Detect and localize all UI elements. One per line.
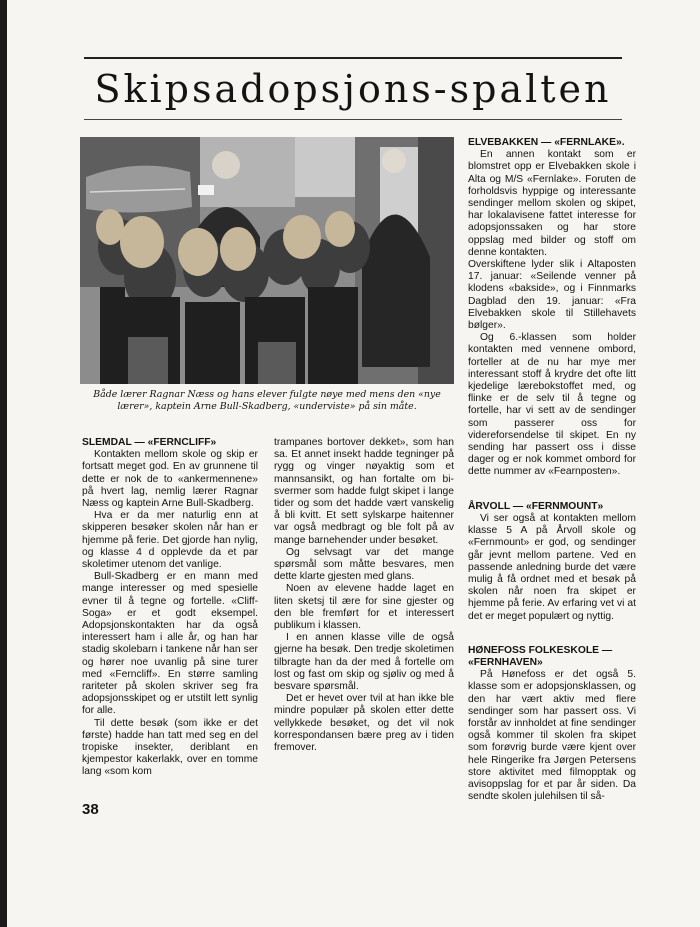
- paragraph: Og selvsagt var det mange spørsmål som måtte besvares, men dette klarte gjesten med glans.: [274, 546, 454, 583]
- section-heading-arvoll: ÅRVOLL — «FERNMOUNT»: [468, 500, 604, 512]
- paragraph: I en annen klasse ville de også gjerne ha besøk. Den tredje skoletimen tilbragte han da der med å fortelle om lost og fast om skip og sjøliv og med å besvare spørsmål.: [274, 632, 454, 693]
- section-heading-slemdal: SLEMDAL — «FERNCLIFF»: [82, 437, 217, 448]
- paragraph: Noen av elevene hadde laget en liten sketsj til ære for sine gjester og den ble fremført for et interessert publikum i klassen.: [274, 583, 454, 632]
- title-rule-bottom: [84, 119, 622, 120]
- photo-caption: Både lærer Ragnar Næss og hans elever fulgte nøye med mens den «nye lærer», kaptein Arne Bull-Skadberg, «underviste» på sin måte.: [93, 389, 441, 412]
- paragraph: Hva er da mer naturlig enn at skipperen besøker skolen når han er hjemme på ferie. Det gjorde han nylig, og klasse 4 d opplevde da et par skoletimer utenom det vanlige.: [82, 510, 258, 571]
- section-heading-honefoss: HØNEFOSS FOLKESKOLE — «FERNHAVEN»: [468, 644, 613, 668]
- article-column-1: [82, 437, 258, 779]
- paragraph: Overskiftene lyder slik i Altaposten 17. januar: «Seilende venner på klodens «bakside», og i Finnmarks Dagblad den 19. januar: «Fra Elvebakken skole til Stillehavets bølger».: [468, 259, 636, 332]
- paragraph: Vi ser også at kontakten mellom klasse 5 A på Årvoll skole og «Fernmount» er god, og sendinger går jevnt mellom partene. Ved en passende anledning burde det være mulig å få ordnet med et besøk på skolen når noen fra skipet er hjemme på ferie. Av erfaring vet vi at det er meget populært og nyttig.: [468, 512, 636, 622]
- page-title: Skipsadopsjons-spalten: [94, 67, 612, 111]
- page-binding-edge: [0, 0, 7, 927]
- section-heading-elvebakken: ELVEBAKKEN — «FERNLAKE».: [468, 137, 625, 148]
- paragraph: En annen kontakt som er blomstret opp er Elvebakken skole i Alta og M/S «Fernlake». Foruten de forholdsvis hyppige og interessante sendinger mellom skolen og skipet, har lokalavisene fattet interesse for adopsjonssaken og har store oppslag med bilder og stoff om denne kontakten.: [468, 149, 636, 258]
- paragraph: Til dette besøk (som ikke er det første) hadde han tatt med seg en del tropiske insekter, deriblant en kjempestor kakerlakk, over en tomme lang «som kom: [82, 717, 258, 778]
- classroom-photo: [80, 137, 454, 384]
- article-column-2: [274, 437, 454, 754]
- title-rule-top: [84, 57, 622, 59]
- paragraph: Det er hevet over tvil at han ikke ble mindre populær på skolen etter dette vellykkede besøket, og det vil nok korrespondansen bære preg av i tiden fremover.: [274, 693, 454, 754]
- paragraph: Og 6.-klassen som holder kontakten med vennene ombord, forteller at de nu har mye mer interessant stoff å krydre det ofte litt kjedelige lærebokstoffet med, og flinke er de selv til å tegne og fortelle, har vi sett av de sendinger som passerer oss for videreforsendelse til skipet. En ny sending har passert oss i disse dager og er nok kommet ombord for dette nummer av «Fearnposten».: [468, 332, 636, 478]
- page-number: 38: [82, 801, 99, 818]
- paragraph: Bull-Skadberg er en mann med mange interesser og med spesielle evner til å tegne og fortelle. «Cliff-Soga» er et godt eksempel. Adopsjonskontakten har da også interessert ham i alle år, og han har stadig skolebarn i tankene når han ser og hører noe uvanlig på sine turer med «Ferncliff». En større samling rariteter på skolen skriver seg fra adopsjonsskipet og er utstilt lett synlig for alle.: [82, 571, 258, 717]
- paragraph: Kontakten mellom skole og skip er fortsatt meget god. En av grunnene til dette er nok de to «ankermennene» på hvert lag, nemlig lærer Ragnar Næss og kaptein Arne Bull-Skadberg.: [82, 449, 258, 510]
- paragraph: På Hønefoss er det også 5. klasse som er adopsjonsklassen, og den har vært aktiv med flere sendinger som har passert oss. Vi forstår av innholdet at fine sendinger også kommer til skolen fra skipet som forøvrig burde være kjent over hele Ringerike fra Jørgen Petersens store aktivitet med filmopptak og avisoppslag for et par år siden. Da sendte skolen julehilsen til så-: [468, 669, 636, 803]
- article-column-3: [468, 137, 636, 803]
- paragraph: trampanes bortover dekket», som han sa. Et annet insekt hadde tegninger på rygg og vinger nøyaktig som et mannsansikt, og han fortalte om bi-svermer som hadde fulgt skipet i lange tider og som det hadde vært vanskelig å bli kvitt. Et sett sylskarpe haitenner var også medbragt og ble folt på av mange barnehender under besøket.: [274, 437, 454, 546]
